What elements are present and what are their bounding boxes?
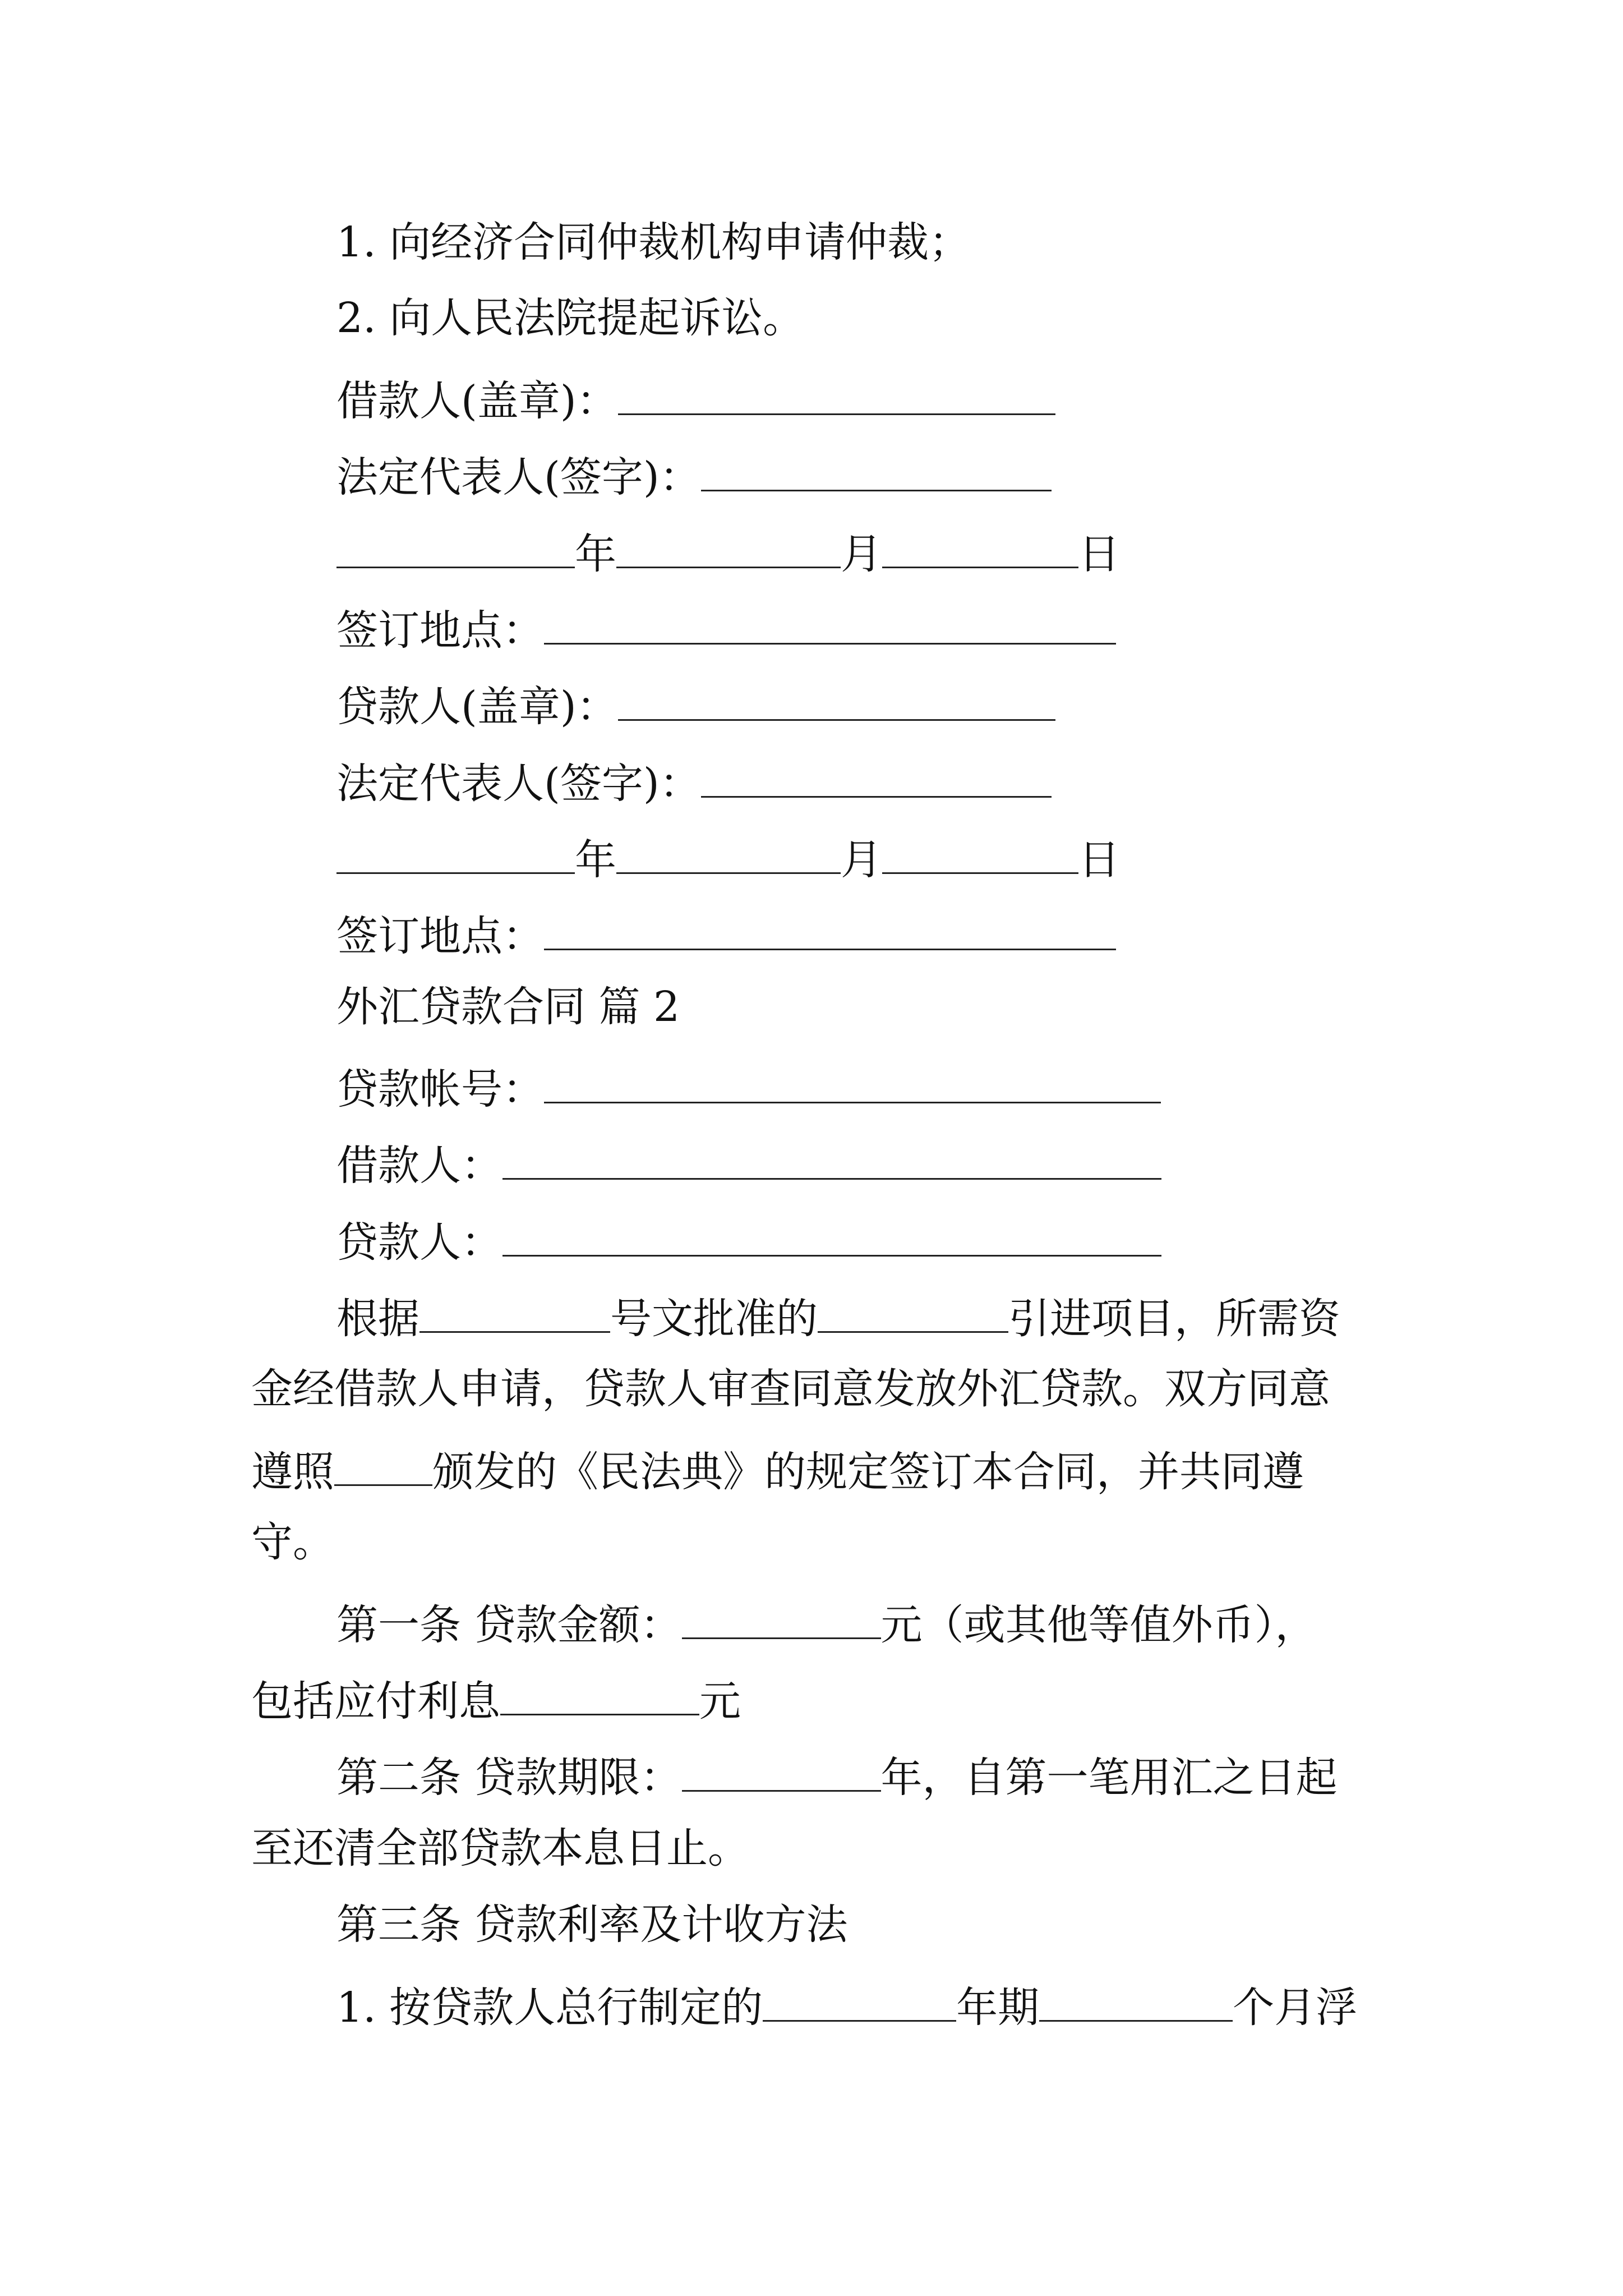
- text: 年期: [956, 1984, 1040, 2032]
- rate-year-blank[interactable]: [763, 1981, 956, 2022]
- borrower-seal-line: [336, 374, 1055, 430]
- text: 至还清全部贷款本息日止。: [251, 1824, 749, 1872]
- loan-term-blank[interactable]: [682, 1751, 881, 1792]
- project-name-blank[interactable]: [818, 1292, 1008, 1333]
- borrower-blank[interactable]: [502, 1139, 1161, 1180]
- label: 贷款人(盖章)：: [336, 683, 618, 731]
- lender-line: [336, 1216, 1161, 1272]
- para1-line2: [251, 1365, 1330, 1424]
- text: 元: [699, 1677, 741, 1726]
- year-blank-2[interactable]: [336, 833, 575, 874]
- text: 2. 向人民法院提起诉讼。: [336, 294, 805, 342]
- day-label: 日: [1078, 530, 1120, 578]
- label: 借款人：: [336, 1142, 502, 1190]
- label: 签订地点：: [336, 912, 544, 960]
- sign-place-blank-2[interactable]: [544, 909, 1116, 950]
- para1-line3: [251, 1445, 1304, 1501]
- text: 年，自第一笔用汇之日起: [880, 1754, 1338, 1802]
- lender-seal-line: [336, 680, 1055, 736]
- label: 贷款帐号：: [336, 1065, 544, 1114]
- text: 1. 向经济合同仲裁机构申请仲裁；: [336, 218, 971, 266]
- day-label: 日: [1078, 836, 1120, 884]
- loan-amount-blank[interactable]: [682, 1598, 881, 1639]
- label: 法定代表人(签字)：: [336, 453, 701, 501]
- label: 签订地点：: [336, 606, 544, 655]
- text: 第一条 贷款金额：: [336, 1601, 682, 1649]
- title-text: 外汇贷款合同 篇 2: [336, 983, 680, 1031]
- label: 法定代表人(签字)：: [336, 760, 701, 808]
- day-blank-2[interactable]: [882, 833, 1078, 874]
- article1-line2: [251, 1674, 741, 1731]
- year-label: 年: [575, 530, 616, 578]
- para1-line1: [336, 1292, 1340, 1348]
- rate-month-blank[interactable]: [1039, 1981, 1233, 2022]
- sign-place-line-1: [336, 604, 1116, 660]
- day-blank-1[interactable]: [882, 527, 1078, 568]
- text: 引进项目，所需资: [1008, 1295, 1340, 1343]
- borrower-seal-blank[interactable]: [618, 374, 1055, 415]
- loan-account-line: [336, 1062, 1161, 1119]
- text: 颁发的《民法典》的规定签订本合同，并共同遵: [432, 1448, 1304, 1496]
- loan-account-blank[interactable]: [544, 1062, 1161, 1103]
- para1-line4: [251, 1518, 334, 1577]
- text: 守。: [251, 1518, 334, 1566]
- article1-line1: [336, 1598, 1317, 1654]
- clause-litigation: [336, 294, 805, 353]
- legal-rep-blank-2[interactable]: [701, 757, 1052, 798]
- approval-number-blank[interactable]: [419, 1292, 610, 1333]
- legal-rep-line-2: [336, 757, 1052, 813]
- date-line-1: [336, 527, 1120, 583]
- year-label: 年: [575, 836, 616, 884]
- month-label: 月: [841, 836, 882, 884]
- lender-blank[interactable]: [502, 1216, 1161, 1257]
- borrower-line: [336, 1139, 1161, 1195]
- text: 1. 按贷款人总行制定的: [336, 1984, 763, 2032]
- clause-arbitration: [336, 218, 971, 278]
- issuer-blank[interactable]: [334, 1445, 432, 1486]
- article2-line2: [251, 1824, 749, 1884]
- month-label: 月: [841, 530, 882, 578]
- interest-amount-blank[interactable]: [500, 1674, 699, 1715]
- text: 第三条 贷款利率及计收方法: [336, 1901, 848, 1949]
- month-blank-1[interactable]: [616, 527, 841, 568]
- text: 包括应付利息: [251, 1677, 500, 1726]
- sign-place-blank-1[interactable]: [544, 604, 1116, 645]
- label: 贷款人：: [336, 1218, 502, 1267]
- legal-rep-blank-1[interactable]: [701, 450, 1052, 491]
- label: 借款人(盖章)：: [336, 377, 618, 425]
- text: 元（或其他等值外币），: [880, 1601, 1317, 1649]
- article3-item1: [336, 1981, 1357, 2037]
- article3-title: [336, 1901, 848, 1960]
- month-blank-2[interactable]: [616, 833, 841, 874]
- year-blank-1[interactable]: [336, 527, 575, 568]
- text: 号文批准的: [610, 1295, 818, 1343]
- lender-seal-blank[interactable]: [618, 680, 1055, 721]
- article2-line1: [336, 1751, 1338, 1807]
- text: 根据: [336, 1295, 419, 1343]
- sign-place-line-2: [336, 909, 1116, 965]
- text: 个月浮: [1233, 1984, 1358, 2032]
- legal-rep-line-1: [336, 450, 1052, 507]
- text: 金经借款人申请，贷款人审查同意发放外汇贷款。双方同意: [251, 1365, 1330, 1413]
- date-line-2: [336, 833, 1120, 889]
- text: 遵照: [251, 1448, 334, 1496]
- section-title: [336, 983, 680, 1042]
- text: 第二条 贷款期限：: [336, 1754, 682, 1802]
